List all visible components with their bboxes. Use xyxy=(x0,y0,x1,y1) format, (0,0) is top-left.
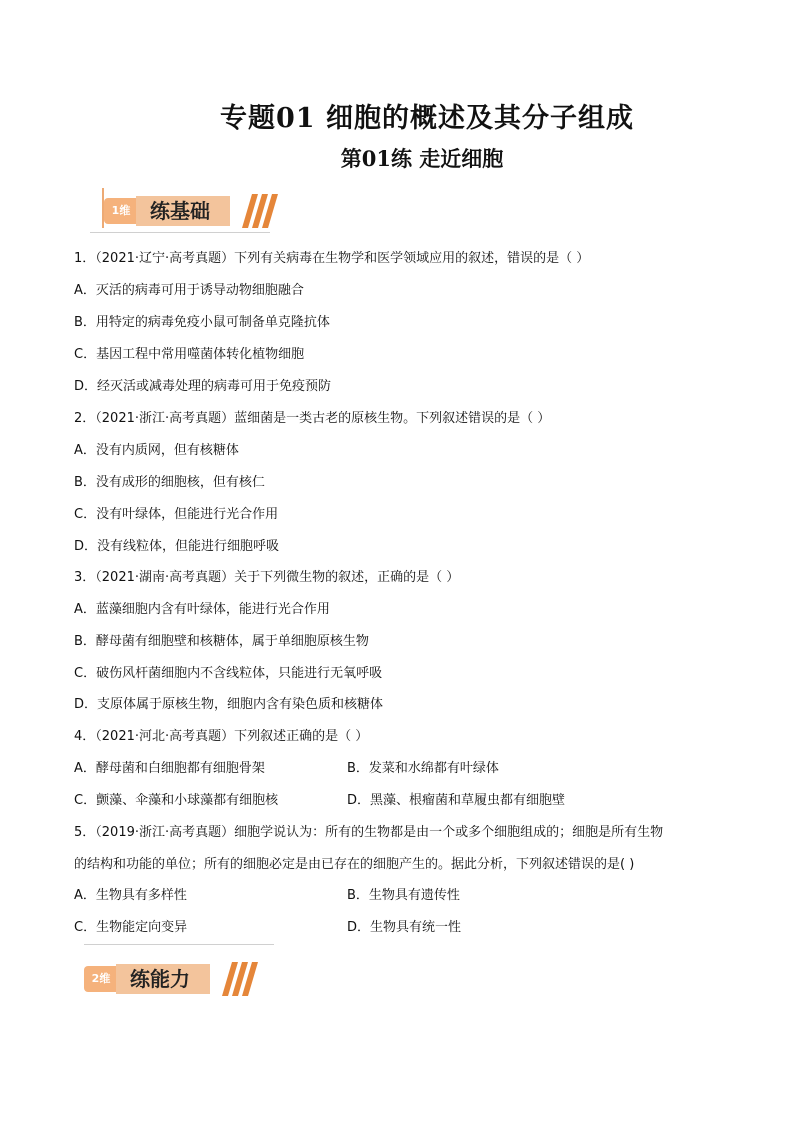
stripes-icon xyxy=(222,962,258,996)
question-2-stem: 2．（2021·浙江·高考真题）蓝细菌是一类古老的原核生物。下列叙述错误的是（ ） xyxy=(74,411,551,426)
question-4-stem: 4．（2021·河北·高考真题）下列叙述正确的是（ ） xyxy=(74,729,369,744)
section-label: 练能力 xyxy=(116,964,210,994)
question-4-option-a: A．酵母菌和白细胞都有细胞骨架 xyxy=(74,761,265,776)
section-badge: 2维 xyxy=(84,966,118,992)
question-3-option-b: B．酵母菌有细胞壁和核糖体，属于单细胞原核生物 xyxy=(74,634,369,649)
question-3-option-c: C．破伤风杆菌细胞内不含线粒体，只能进行无氧呼吸 xyxy=(74,666,383,681)
stripes-icon xyxy=(242,194,278,228)
question-3-option-a: A．蓝藻细胞内含有叶绿体，能进行光合作用 xyxy=(74,602,330,617)
question-5-option-c: C．生物能定向变异 xyxy=(74,920,188,935)
question-2-option-c: C．没有叶绿体，但能进行光合作用 xyxy=(74,507,279,522)
question-3-option-d: D．支原体属于原核生物，细胞内含有染色质和核糖体 xyxy=(74,697,384,712)
question-1-option-b: B．用特定的病毒免疫小鼠可制备单克隆抗体 xyxy=(74,315,330,330)
section-header-ability xyxy=(70,956,280,996)
page-title: 专题01 细胞的概述及其分子组成 xyxy=(220,103,634,134)
question-3-stem: 3．（2021·湖南·高考真题）关于下列微生物的叙述，正确的是（ ） xyxy=(74,570,460,585)
section-underline xyxy=(90,232,270,233)
question-4-option-d: D．黑藻、根瘤菌和草履虫都有细胞壁 xyxy=(347,793,566,808)
section-topline xyxy=(84,944,274,945)
question-2-option-d: D．没有线粒体，但能进行细胞呼吸 xyxy=(74,539,280,554)
question-1-option-a: A．灭活的病毒可用于诱导动物细胞融合 xyxy=(74,283,304,298)
question-1-option-d: D．经灭活或减毒处理的病毒可用于免疫预防 xyxy=(74,379,332,394)
page-subtitle: 第01练 走近细胞 xyxy=(340,146,504,171)
question-5-option-b: B．生物具有遗传性 xyxy=(347,888,460,903)
question-1-option-c: C．基因工程中常用噬菌体转化植物细胞 xyxy=(74,347,305,362)
section-header-basic xyxy=(90,188,300,228)
question-5-option-a: A．生物具有多样性 xyxy=(74,888,187,903)
question-5-stem-cont: 的结构和功能的单位；所有的细胞必定是由已存在的细胞产生的。据此分析，下列叙述错误的是( ) xyxy=(74,857,635,872)
question-1-stem: 1．（2021·辽宁·高考真题）下列有关病毒在生物学和医学领域应用的叙述，错误的是（ ） xyxy=(74,251,590,266)
question-4-option-b: B．发菜和水绵都有叶绿体 xyxy=(347,761,499,776)
question-5-stem: 5．（2019·浙江·高考真题）细胞学说认为：所有的生物都是由一个或多个细胞组成的；细胞是所有生物 xyxy=(74,825,664,840)
question-4-option-c: C．颤藻、伞藻和小球藻都有细胞核 xyxy=(74,793,279,808)
section-badge: 1维 xyxy=(104,198,138,224)
question-5-option-d: D．生物具有统一性 xyxy=(347,920,462,935)
section-label: 练基础 xyxy=(136,196,230,226)
question-2-option-b: B．没有成形的细胞核，但有核仁 xyxy=(74,475,265,490)
question-2-option-a: A．没有内质网，但有核糖体 xyxy=(74,443,239,458)
